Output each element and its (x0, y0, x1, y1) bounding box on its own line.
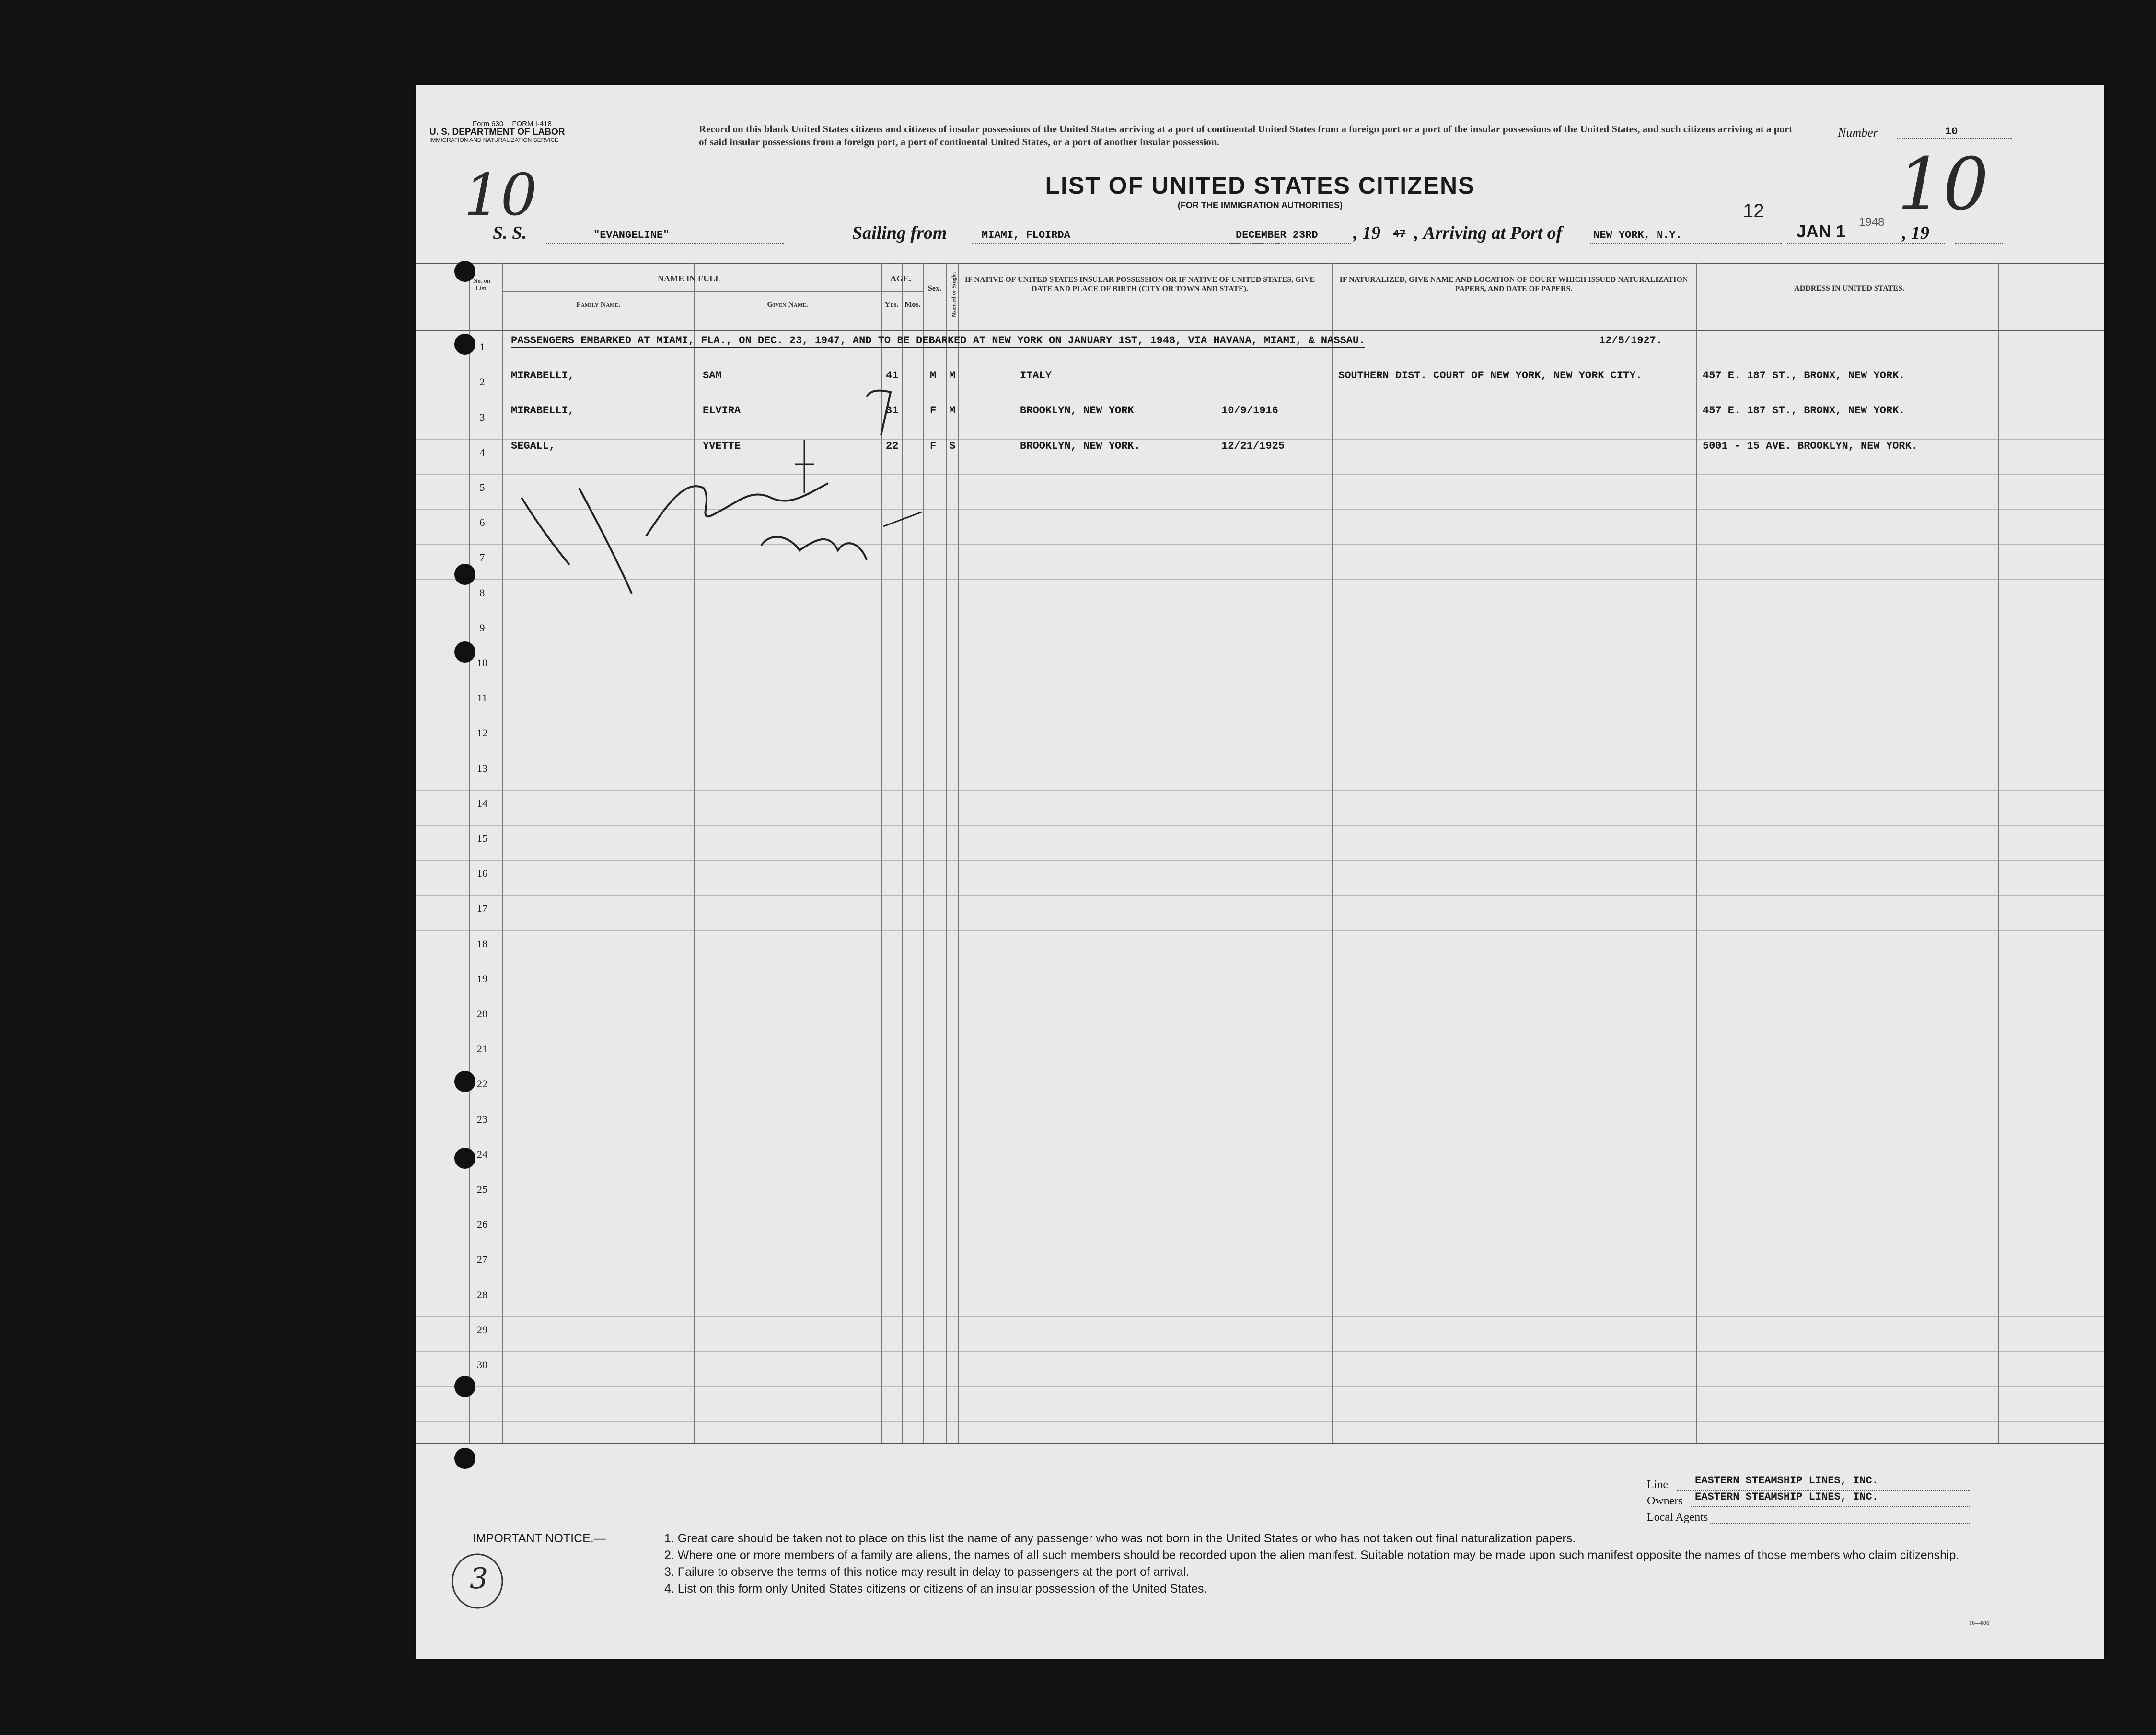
row-number: 30 (477, 1359, 487, 1371)
embark-date: 12/5/1927. (1599, 335, 1663, 347)
agents-underline (1710, 1523, 1970, 1524)
cell-sex: M (930, 370, 937, 382)
row-number: 27 (477, 1253, 487, 1266)
col-header-naturalized: IF NATURALIZED, GIVE NAME AND LOCATION OF COURT WHICH ISSUED NATURALIZATION PAPERS, AND DATE OF PAPERS. (1339, 276, 1688, 293)
cell-court: SOUTHERN DIST. COURT OF NEW YORK, NEW YORK CITY. (1338, 370, 1642, 382)
punch-hole (454, 1376, 475, 1397)
col-header-given-name: Given Name. (767, 301, 808, 309)
row-rule (416, 1351, 2104, 1352)
row-number: 4 (479, 446, 485, 458)
row-rule (416, 1316, 2104, 1317)
row-number: 5 (479, 481, 485, 493)
column-divider (946, 263, 947, 1443)
cell-yrs: 31 (886, 405, 899, 417)
number-label: Number (1838, 126, 1878, 140)
row-number: 1 (479, 341, 485, 353)
row-rule (416, 860, 2104, 861)
form-number: FORM I-418 (512, 120, 552, 128)
handwritten-signature (502, 440, 937, 680)
sailing-date: DECEMBER 23RD (1236, 229, 1318, 241)
row-number: 14 (477, 797, 487, 809)
header-bottom-rule (416, 330, 2104, 331)
column-divider (1998, 263, 1999, 1443)
cell-family: MIRABELLI, (511, 405, 575, 417)
arriving-port: NEW YORK, N.Y. (1593, 229, 1682, 241)
row-number: 16 (477, 867, 487, 880)
row-number: 20 (477, 1008, 487, 1020)
col-header-age: AGE. (890, 274, 911, 283)
row-number: 21 (477, 1043, 487, 1055)
row-rule (416, 790, 2104, 791)
row-number: 25 (477, 1183, 487, 1195)
punch-hole (454, 564, 475, 585)
cell-birthdate: 10/9/1916 (1221, 405, 1278, 417)
number-value: 10 (1945, 126, 1958, 138)
row-number: 9 (479, 621, 485, 634)
row-number: 22 (477, 1078, 487, 1090)
cell-family: SEGALL, (511, 440, 556, 452)
cell-marital: M (949, 405, 956, 417)
column-divider (1332, 263, 1333, 1443)
handwritten-mark (862, 383, 905, 445)
punch-hole (454, 334, 475, 355)
column-divider (1696, 263, 1697, 1443)
strikeout-mark (883, 507, 927, 536)
col-header-yrs: Yrs. (884, 301, 899, 309)
row-number: 24 (477, 1148, 487, 1160)
ss-label: S. S. (493, 223, 527, 243)
ship-name: "EVANGELINE" (593, 229, 670, 241)
cell-sex: F (930, 405, 937, 417)
row-number: 13 (477, 762, 487, 774)
cell-given: SAM (703, 370, 722, 382)
col-header-name-in-full: NAME IN FULL (657, 274, 721, 283)
row-number: 26 (477, 1218, 487, 1231)
cell-address: 457 E. 187 ST., BRONX, NEW YORK. (1703, 370, 1905, 382)
col-header-birth: IF NATIVE OF UNITED STATES INSULAR POSSESSION OR IF NATIVE OF UNITED STATES, GIVE DATE AND PLACE OF BIRTH (CITY OR TOWN AND STATE). (964, 276, 1315, 293)
cell-birthplace: BROOKLYN, NEW YORK. (1020, 440, 1140, 452)
page-title: LIST OF UNITED STATES CITIZENS (1045, 172, 1475, 199)
row-number: 29 (477, 1323, 487, 1336)
cell-birthplace: ITALY (1020, 370, 1052, 382)
sailing-label: Sailing from (852, 223, 947, 243)
cell-sex: F (930, 440, 937, 452)
arrival-stamp: JAN 1 (1797, 221, 1846, 241)
cell-yrs: 41 (886, 370, 899, 382)
year2-prefix: , 19 (1902, 223, 1929, 243)
year-prefix: , 19 (1353, 223, 1380, 243)
row-number: 6 (479, 516, 485, 529)
arriving-label: , Arriving at Port of (1414, 223, 1563, 243)
row-number: 23 (477, 1113, 487, 1125)
notice-item: 4. List on this form only United States citizens or citizens of an insular possession of the United States. (664, 1582, 1207, 1595)
notice-item: 1. Great care should be taken not to place on this list the name of any passenger who was not born in the United States or who has not taken out final naturalization papers. (664, 1532, 1576, 1545)
row-number: 17 (477, 902, 487, 915)
row-rule (416, 895, 2104, 896)
row-rule (416, 825, 2104, 826)
col-header-married: Married or Single. (950, 272, 957, 317)
owners-underline (1691, 1506, 1970, 1507)
cell-address: 5001 - 15 AVE. BROOKLYN, NEW YORK. (1703, 440, 1918, 452)
table-bottom-rule (416, 1443, 2104, 1444)
row-number: 10 (477, 657, 487, 669)
page-subtitle: (FOR THE IMMIGRATION AUTHORITIES) (1178, 200, 1343, 210)
cell-birthdate: 12/21/1925 (1221, 440, 1285, 452)
row-number: 8 (479, 586, 485, 599)
col-header-no: No. on List. (473, 277, 491, 291)
notice-label: IMPORTANT NOTICE.— (473, 1532, 606, 1545)
handwritten-number-left: 10 (464, 162, 537, 229)
form-instructions: Record on this blank United States citizens and citizens of insular possessions of the United States arriving at a port of continental United States from a foreign port or a port of the insular possessions of the United States, and such citizens arriving at a port of said insular possessions from a foreign port, a port of continental United States, or a port of another insular possession. (699, 123, 1793, 148)
row-number: 3 (479, 411, 485, 423)
punch-hole (454, 261, 475, 282)
row-number: 19 (477, 972, 487, 985)
embark-note: PASSENGERS EMBARKED AT MIAMI, FLA., ON DEC. 23, 1947, AND TO BE DEBARKED AT NEW YORK ON JANUARY 1ST, 1948, VIA HAVANA, MIAMI, & NASSAU. (511, 335, 1366, 347)
row-number: 7 (479, 551, 485, 564)
row-rule (416, 439, 2104, 440)
col-header-family-name: Family Name. (576, 301, 620, 309)
year-suffix: 47 (1393, 228, 1406, 240)
col-header-address: ADDRESS IN UNITED STATES. (1794, 284, 1904, 292)
cell-address: 457 E. 187 ST., BRONX, NEW YORK. (1703, 405, 1905, 417)
service-name: IMMIGRATION AND NATURALIZATION SERVICE (429, 137, 559, 143)
line-value: EASTERN STEAMSHIP LINES, INC. (1695, 1475, 1878, 1487)
punch-hole (454, 1148, 475, 1169)
row-rule (416, 1386, 2104, 1387)
col-header-mos: Mos. (904, 301, 921, 309)
passenger-table (416, 85, 2104, 1659)
agents-label: Local Agents (1647, 1511, 1708, 1524)
notice-item: 2. Where one or more members of a family are aliens, the names of all such members should be recorded upon the alien manifest. Suitable notation may be made upon such manifest opposite the names of those members who claim citizenship. (664, 1549, 1959, 1562)
row-number: 28 (477, 1288, 487, 1301)
row-number: 15 (477, 832, 487, 844)
notice-items (664, 1530, 2045, 1597)
line-label: Line (1647, 1479, 1668, 1491)
cell-birthplace: BROOKLYN, NEW YORK (1020, 405, 1134, 417)
manifest-sheet (416, 85, 2104, 1659)
notice-item: 3. Failure to observe the terms of this notice may result in delay to passengers at the port of arrival. (664, 1565, 1189, 1579)
owners-label: Owners (1647, 1495, 1683, 1507)
owners-value: EASTERN STEAMSHIP LINES, INC. (1695, 1491, 1878, 1503)
row-number: 2 (479, 376, 485, 388)
handwritten-circle-number: 3 (470, 1562, 488, 1595)
header-sub-rule (502, 291, 923, 292)
cell-marital: M (949, 370, 956, 382)
arrival-stamp-year: 1948 (1859, 216, 1885, 229)
department-name: U. S. DEPARTMENT OF LABOR (429, 127, 565, 137)
punch-hole (454, 641, 475, 663)
form-code: 16—606 (1969, 1619, 1989, 1626)
punch-hole (454, 1071, 475, 1092)
row-number: 12 (477, 727, 487, 739)
column-divider (469, 263, 470, 1443)
row-rule (416, 930, 2104, 931)
cell-marital: S (949, 440, 956, 452)
col-header-sex: Sex. (928, 284, 941, 292)
arrival-note: 12 (1743, 200, 1764, 221)
sailing-from: MIAMI, FLOIRDA (982, 229, 1070, 241)
header-top-rule (416, 263, 2104, 264)
punch-hole (454, 1448, 475, 1469)
row-rule (416, 1421, 2104, 1422)
cell-yrs: 22 (886, 440, 899, 452)
cell-family: MIRABELLI, (511, 370, 575, 382)
form-number-struck: Form 630 (473, 120, 504, 128)
row-number: 11 (477, 692, 487, 704)
handwritten-number-right: 10 (1897, 143, 1989, 226)
cell-given: YVETTE (703, 440, 741, 452)
column-divider (958, 263, 959, 1443)
cell-given: ELVIRA (703, 405, 741, 417)
row-number: 18 (477, 937, 487, 950)
